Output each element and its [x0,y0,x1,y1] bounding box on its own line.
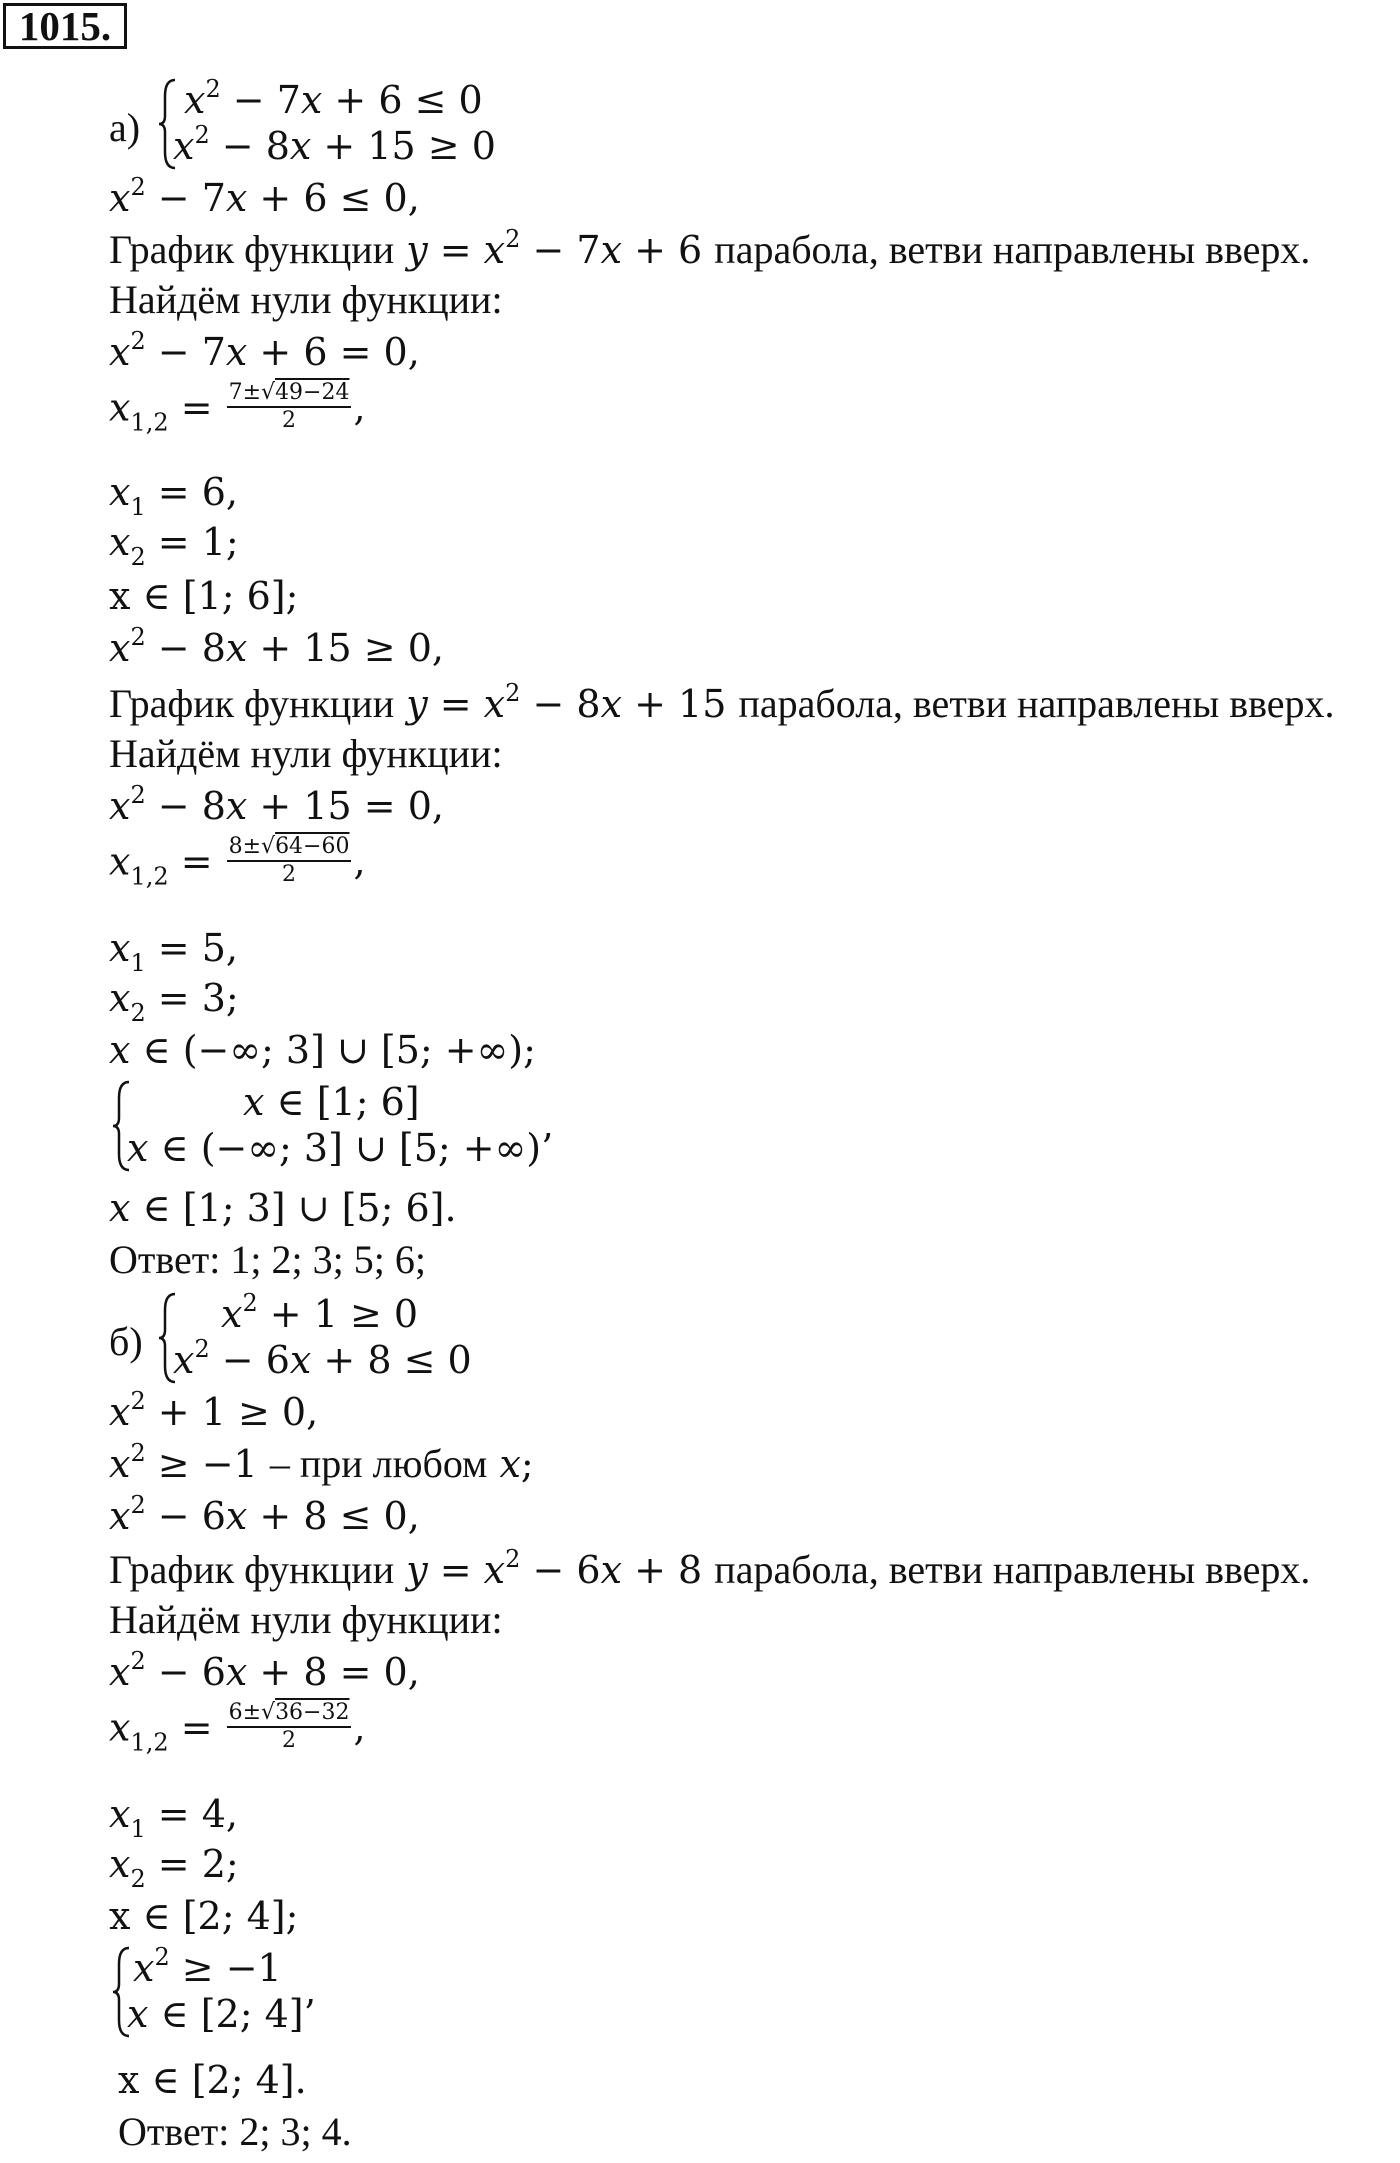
line-a-15: $x_2 = 3$; [109,976,239,1027]
line-a-11: Найдём нули функции: [109,731,503,776]
line-a-8: x ∈ [1; 6]; [109,574,299,618]
line-b-6: $x^2 - 6x + 8 = 0$, [109,1647,420,1694]
line-b-9: $x_2 = 2$; [109,1842,239,1893]
system-b-line-2: $x^2 - 6x + 8 \le 0$ [173,1335,472,1382]
line-a-13: $x_{1,2}$ = $\frac{8\pm√64-60}{2}$ , [109,834,366,891]
line-a-7: $x_2 = 1$; [109,520,239,571]
result-a: x ∈ [1; 3] ∪ [5; 6]. [109,1186,457,1230]
line-b-1: $x^2 + 1 \ge 0$, [109,1387,319,1434]
line-a-9: $x^2 - 8x + 15 \ge 0$, [109,623,444,670]
line-a-2: График функции $y = x^2 - 7x + 6$ парабола, ветви направлены вверх. [109,225,1311,272]
line-a-6: $x_1 = 6$, [109,470,238,521]
line-a-12: $x^2 - 8x + 15 = 0$, [109,781,444,828]
line-a-1: $x^2 - 7x + 6 \le 0$, [109,173,420,220]
line-b-8: $x_1 = 4$, [109,1792,238,1843]
system-a-line-1: $x^2 - 7x + 6 \le 0$ [184,75,483,122]
line-a-14: $x_1 = 5$, [109,926,238,977]
answer-a: Ответ: 1; 2; 3; 5; 6; [109,1237,426,1282]
result-b: x ∈ [2; 4]. [118,2058,307,2102]
line-a-16: x ∈ (−∞; 3] ∪ [5; +∞); [109,1028,536,1072]
line-b-2: $x^2 \ge -1$ – при любом x; [109,1439,534,1486]
line-b-7: $x_{1,2}$ = $\frac{6\pm√36-32}{2}$ , [109,1700,366,1757]
line-a-3: Найдём нули функции: [109,277,503,322]
system-a-final-line-1: x ∈ [1; 6] [243,1080,420,1124]
system-b-final-line-2: x ∈ [2; 4]’ [127,1992,316,2036]
line-b-3: $x^2 - 6x + 8 \le 0$, [109,1491,420,1538]
line-b-10: x ∈ [2; 4]; [109,1894,299,1938]
line-a-4: $x^2 - 7x + 6 = 0$, [109,327,420,374]
problem-number: 1015. [3,3,127,49]
part-a-label: а) [109,105,141,150]
part-b-label: б) [109,1319,143,1364]
answer-b: Ответ: 2; 3; 4. [118,2109,352,2154]
line-b-5: Найдём нули функции: [109,1597,503,1642]
system-a-final-line-2: x ∈ (−∞; 3] ∪ [5; +∞)’ [127,1126,554,1170]
line-b-4: График функции $y = x^2 - 6x + 8$ парабола, ветви направлены вверх. [109,1545,1311,1592]
system-b-line-1: $x^2 + 1 \ge 0$ [221,1289,419,1336]
line-a-5: $x_{1,2}$ = $\frac{7\pm√49-24}{2}$ , [109,380,366,437]
line-a-10: График функции $y = x^2 - 8x + 15$ парабола, ветви направлены вверх. [109,679,1335,726]
system-a-line-2: $x^2 - 8x + 15 \ge 0$ [173,121,496,168]
system-b-final-line-1: $x^2 \ge -1$ [133,1943,282,1990]
